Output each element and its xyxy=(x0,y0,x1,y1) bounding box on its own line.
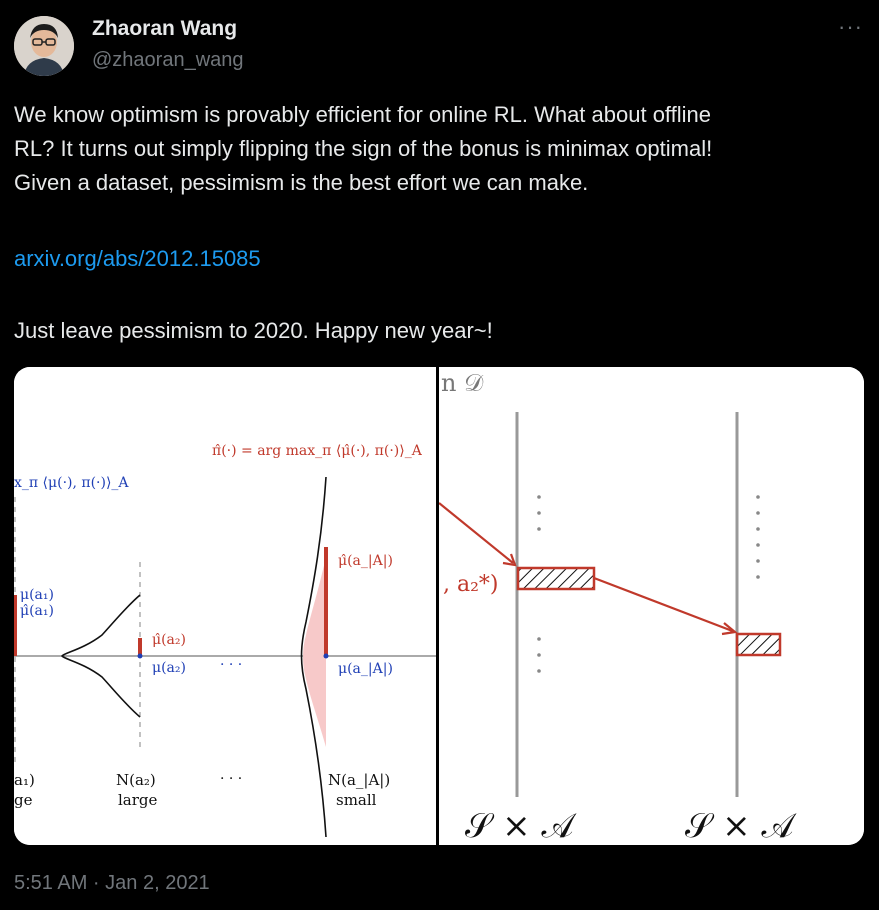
tweet-timestamp[interactable]: 5:51 AM · Jan 2, 2021 xyxy=(14,872,210,894)
label-n-a1-size: ge xyxy=(14,791,33,809)
label-n-aA-size: small xyxy=(336,791,377,809)
author-name[interactable]: Zhaoran Wang xyxy=(92,17,238,40)
arrow-in xyxy=(439,503,513,563)
top-formula: π̂(·) = arg max_π ⟨μ̂(·), π(·)⟩_A xyxy=(212,443,422,459)
shaded-region xyxy=(303,557,326,747)
arxiv-link[interactable]: arxiv.org/abs/2012.15085 xyxy=(14,246,261,271)
label-mu-a2: μ(a₂) xyxy=(152,660,186,676)
axis-label-2: 𝒮 × 𝒜 xyxy=(685,806,794,845)
arrow-label: , a₂*) xyxy=(443,572,499,597)
label-n-a1: a₁) xyxy=(14,771,35,789)
figure-right-panel[interactable] xyxy=(439,367,864,845)
label-muhat-a2: μ̂(a₂) xyxy=(152,632,186,648)
avatar[interactable] xyxy=(14,16,74,76)
hatched-box-1 xyxy=(518,568,594,589)
hatched-box-2 xyxy=(737,634,780,655)
left-formula: x_π ⟨μ(·), π(·)⟩_A xyxy=(14,475,129,491)
figure-left-panel[interactable] xyxy=(14,367,436,845)
label-n-a2-size: large xyxy=(118,791,158,809)
tweet-line: We know optimism is provably efficient for online RL. What about offline xyxy=(14,102,712,127)
point-mu-a2 xyxy=(138,654,143,659)
tweet-body xyxy=(14,98,864,200)
top-label: n 𝒟 xyxy=(441,369,484,397)
pessimism-figure xyxy=(14,367,436,845)
ellipsis-bottom: · · · xyxy=(220,771,243,787)
tweet-line: RL? It turns out simply flipping the sign of the bonus is minimax optimal! xyxy=(14,136,713,161)
label-mu-a1: μ(a₁) xyxy=(20,587,54,603)
dataset-coverage-figure xyxy=(439,367,864,845)
ellipsis: · · · xyxy=(220,657,243,673)
point-mu-aA xyxy=(324,654,329,659)
more-horizontal-icon[interactable]: ··· xyxy=(838,14,863,39)
label-muhat-aA: μ̂(a_|A|) xyxy=(338,553,393,569)
label-mu-aA: μ(a_|A|) xyxy=(338,661,393,677)
arrow-between xyxy=(594,578,735,632)
label-muhat-a1: μ̂(a₁) xyxy=(20,603,54,619)
label-n-a2: N(a₂) xyxy=(116,771,156,789)
author-handle[interactable]: @zhaoran_wang xyxy=(92,49,244,71)
label-n-aA: N(a_|A|) xyxy=(328,771,391,789)
axis-label-1: 𝒮 × 𝒜 xyxy=(465,806,574,845)
tweet-line: Just leave pessimism to 2020. Happy new year~! xyxy=(14,318,493,343)
avatar-image xyxy=(14,16,74,76)
tweet-line: Given a dataset, pessimism is the best effort we can make. xyxy=(14,170,589,195)
tweet-media[interactable] xyxy=(14,367,864,845)
